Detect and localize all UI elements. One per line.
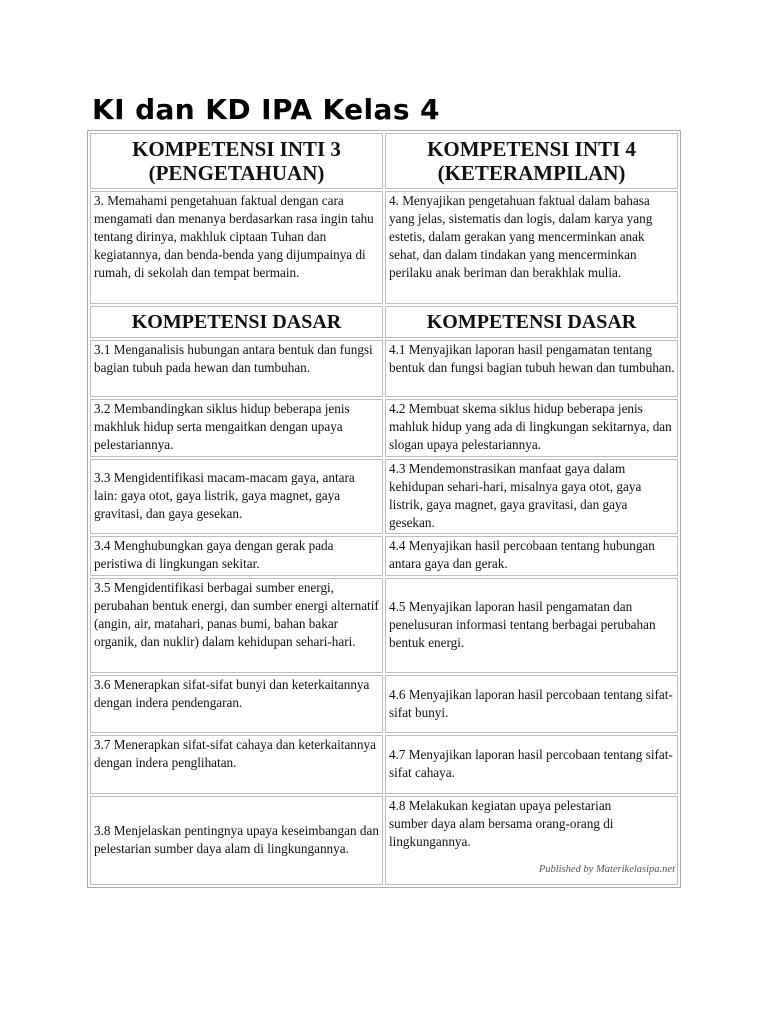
kd-3-6: 3.6 Menerapkan sifat-sifat bunyi dan keterkaitannya dengan indera pendengaran.	[90, 675, 383, 733]
kd-4-3: 4.3 Mendemonstrasikan manfaat gaya dalam kehidupan sehari-hari, misalnya gaya otot, gaya listrik, gaya magnet, gaya gravitasi, dan gaya gesekan.	[385, 459, 678, 534]
ki3-header-line2: (PENGETAHUAN)	[148, 161, 325, 185]
kd-header-right: KOMPETENSI DASAR	[385, 306, 678, 338]
kd-4-4: 4.4 Menyajikan hasil percobaan tentang hubungan antara gaya dan gerak.	[385, 536, 678, 576]
table-row	[90, 578, 678, 673]
kd-header-left: KOMPETENSI DASAR	[90, 306, 383, 338]
ki3-header-line1: KOMPETENSI INTI 3	[132, 137, 341, 161]
table-row	[90, 399, 678, 457]
table-row	[90, 796, 678, 885]
page-title: KI dan KD IPA Kelas 4	[92, 93, 440, 126]
kd-3-3: 3.3 Mengidentifikasi macam-macam gaya, antara lain: gaya otot, gaya listrik, gaya magnet, gaya gravitasi, dan gaya gesekan.	[90, 459, 383, 534]
kd-4-8	[385, 796, 678, 885]
ki4-header-line2: (KETERAMPILAN)	[437, 161, 626, 185]
kd-4-7: 4.7 Menyajikan laporan hasil percobaan tentang sifat-sifat cahaya.	[385, 735, 678, 794]
table-row	[90, 536, 678, 576]
kd-3-2: 3.2 Membandingkan siklus hidup beberapa jenis makhluk hidup serta mengaitkan dengan upaya pelestariannya.	[90, 399, 383, 457]
table-row	[90, 735, 678, 794]
kd-4-5: 4.5 Menyajikan laporan hasil pengamatan dan penelusuran informasi tentang berbagai perubahan bentuk energi.	[385, 578, 678, 673]
publisher-credit: Published by Materikelasipa.net	[538, 864, 675, 875]
ki-kd-table	[87, 130, 681, 888]
table-row	[90, 459, 678, 534]
table-row	[90, 340, 678, 397]
table-row	[90, 675, 678, 733]
kd-3-8: 3.8 Menjelaskan pentingnya upaya keseimbangan dan pelestarian sumber daya alam di lingkungannya.	[90, 796, 383, 885]
kd-3-1: 3.1 Menganalisis hubungan antara bentuk dan fungsi bagian tubuh pada hewan dan tumbuhan.	[90, 340, 383, 397]
ki4-header	[385, 133, 678, 189]
ki4-header-line1: KOMPETENSI INTI 4	[427, 137, 636, 161]
kd-3-4: 3.4 Menghubungkan gaya dengan gerak pada peristiwa di lingkungan sekitar.	[90, 536, 383, 576]
kd-4-2: 4.2 Membuat skema siklus hidup beberapa jenis mahluk hidup yang ada di lingkungan sekitarnya, dan slogan upaya pelestariannya.	[385, 399, 678, 457]
kd-3-5: 3.5 Mengidentifikasi berbagai sumber energi, perubahan bentuk energi, dan sumber energi alternatif (angin, air, matahari, panas bumi, bahan bakar organik, dan nuklir) dalam kehidupan sehari-hari.	[90, 578, 383, 673]
ki-content-row	[90, 191, 678, 304]
kd-4-1: 4.1 Menyajikan laporan hasil pengamatan tentang bentuk dan fungsi bagian tubuh hewan dan tumbuhan.	[385, 340, 678, 397]
kd-4-8-text: 4.8 Melakukan kegiatan upaya pelestarian sumber daya alam bersama orang-orang di lingkungannya.	[389, 798, 614, 849]
kd-header-row	[90, 306, 678, 338]
kd-3-7: 3.7 Menerapkan sifat-sifat cahaya dan keterkaitannya dengan indera penglihatan.	[90, 735, 383, 794]
ki3-header	[90, 133, 383, 189]
kd-4-6: 4.6 Menyajikan laporan hasil percobaan tentang sifat-sifat bunyi.	[385, 675, 678, 733]
ki4-text: 4. Menyajikan pengetahuan faktual dalam bahasa yang jelas, sistematis dan logis, dalam karya yang estetis, dalam gerakan yang mencerminkan anak sehat, dan dalam tindakan yang mencerminkan perilaku anak beriman dan berakhlak mulia.	[385, 191, 678, 304]
ki3-text: 3. Memahami pengetahuan faktual dengan cara mengamati dan menanya berdasarkan rasa ingin tahu tentang dirinya, makhluk ciptaan Tuhan dan kegiatannya, dan benda-benda yang dijumpainya di rumah, di sekolah dan tempat bermain.	[90, 191, 383, 304]
ki-header-row	[90, 133, 678, 189]
